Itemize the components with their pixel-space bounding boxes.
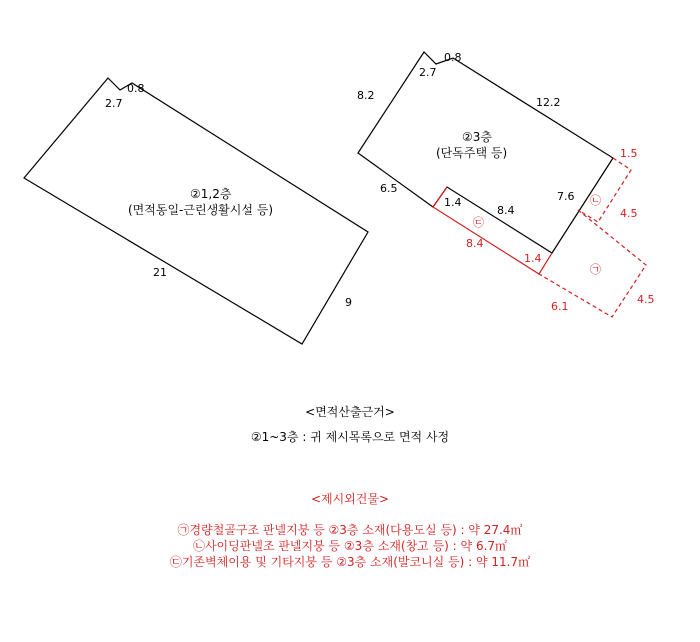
annex-a-dim-bottom: 6.1	[551, 300, 569, 313]
annex-b-dim-top: 1.5	[620, 147, 638, 160]
annex-c-marker: ㉢	[473, 216, 484, 229]
b2-dim-notch-left: 1.4	[444, 196, 462, 209]
b2-dim-left: 8.2	[357, 89, 375, 102]
b2-name-line1: ②3층	[462, 130, 492, 144]
b1-dim-top-short: 0.8	[127, 82, 145, 95]
annex-a-marker: ㉠	[590, 263, 601, 276]
excluded-heading: <제시외건물>	[310, 492, 390, 506]
b1-dim-bottom: 21	[153, 266, 167, 279]
b1-name-line2: (면적동일-근린생활시설 등)	[128, 203, 274, 217]
basis-line: ②1~3층 : 귀 제시목록으로 면적 사정	[250, 430, 450, 444]
annex-b-marker: ㉡	[590, 194, 601, 207]
b1-dim-right: 9	[345, 296, 352, 309]
b2-dim-notch-bottom: 8.4	[497, 204, 515, 217]
b2-dim-top-left: 2.7	[419, 66, 437, 79]
b1-name-line1: ②1,2층	[190, 187, 232, 201]
b2-name-line2: (단독주택 등)	[436, 146, 508, 160]
excluded-item-b: ㉡사이딩판넬조 판넬지붕 등 ②3층 소재(창고 등) : 약 6.7㎡	[192, 539, 508, 553]
annex-a-dim-side: 4.5	[637, 293, 655, 306]
b2-dim-top: 12.2	[536, 96, 561, 109]
excluded-item-a: ㉠경량철골구조 판넬지붕 등 ②3층 소재(다용도실 등) : 약 27.4㎡	[177, 523, 523, 537]
b1-dim-top-left: 2.7	[105, 97, 123, 110]
annex-b-dim-side: 4.5	[620, 207, 638, 220]
annex-c-dim-bottom: 8.4	[466, 237, 484, 250]
b2-dim-top-short: 0.8	[444, 51, 462, 64]
b2-dim-lower-left: 6.5	[380, 182, 398, 195]
annex-c-dim-small: 1.4	[524, 252, 542, 265]
b2-dim-right-inner: 7.6	[557, 190, 575, 203]
excluded-item-c: ㉢기존벽체이용 및 기타지붕 등 ②3층 소재(발코니실 등) : 약 11.7㎡	[169, 555, 531, 569]
basis-heading: <면적산출근거>	[305, 405, 395, 419]
